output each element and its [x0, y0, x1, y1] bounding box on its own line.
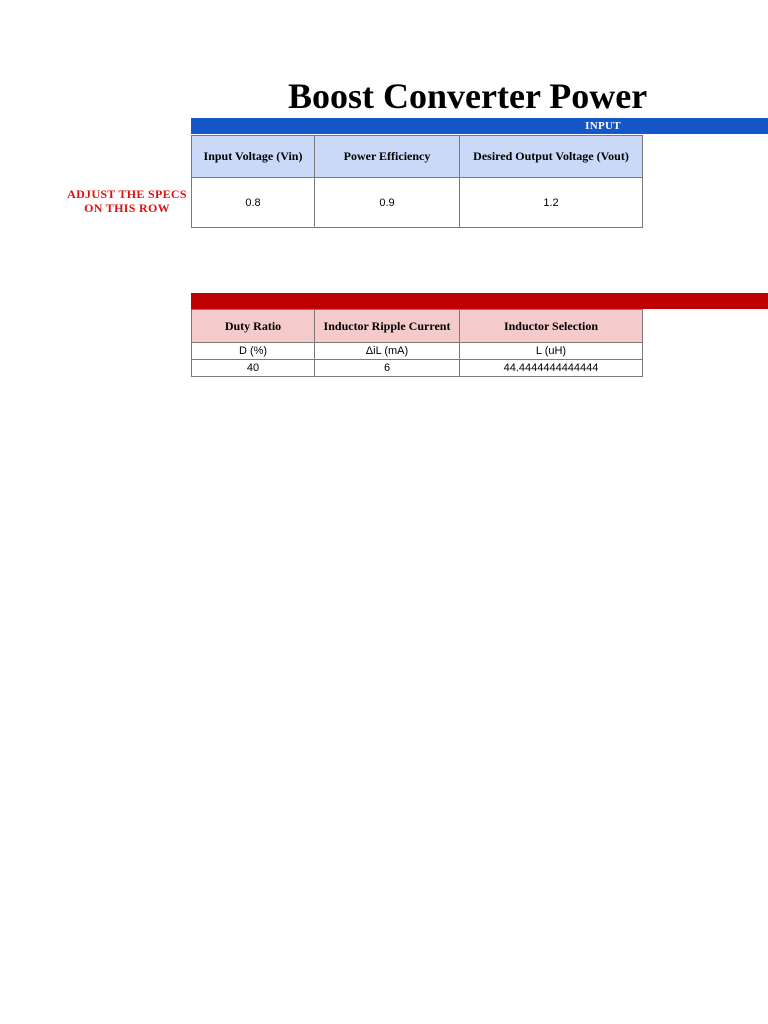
output-results-table [191, 309, 643, 377]
header-desired-output-voltage: Desired Output Voltage (Vout) [460, 136, 643, 178]
input-section-band [191, 118, 768, 134]
input-value-row [192, 178, 643, 228]
header-power-efficiency: Power Efficiency [315, 136, 460, 178]
unit-ripple-current: ΔiL (mA) [315, 343, 460, 360]
header-inductor-ripple-current: Inductor Ripple Current [315, 310, 460, 343]
input-specs-table [191, 135, 643, 228]
desired-output-voltage-cell[interactable]: 1.2 [460, 178, 643, 228]
inductance-value: 44.4444444444444 [460, 360, 643, 377]
input-section-label: INPUT [585, 120, 621, 132]
adjust-note-line-2: ON THIS ROW [84, 201, 170, 215]
input-voltage-cell[interactable]: 0.8 [192, 178, 315, 228]
header-inductor-selection: Inductor Selection [460, 310, 643, 343]
unit-inductance: L (uH) [460, 343, 643, 360]
output-value-row [192, 360, 643, 377]
input-header-row [192, 136, 643, 178]
output-unit-row [192, 343, 643, 360]
unit-duty-ratio: D (%) [192, 343, 315, 360]
adjust-specs-note [62, 187, 192, 215]
page-title: Boost Converter Power [288, 76, 648, 116]
ripple-current-value: 6 [315, 360, 460, 377]
header-duty-ratio: Duty Ratio [192, 310, 315, 343]
output-section-band [191, 293, 768, 309]
adjust-note-line-1: ADJUST THE SPECS [67, 187, 187, 201]
power-efficiency-cell[interactable]: 0.9 [315, 178, 460, 228]
output-header-row [192, 310, 643, 343]
duty-ratio-value: 40 [192, 360, 315, 377]
header-input-voltage: Input Voltage (Vin) [192, 136, 315, 178]
